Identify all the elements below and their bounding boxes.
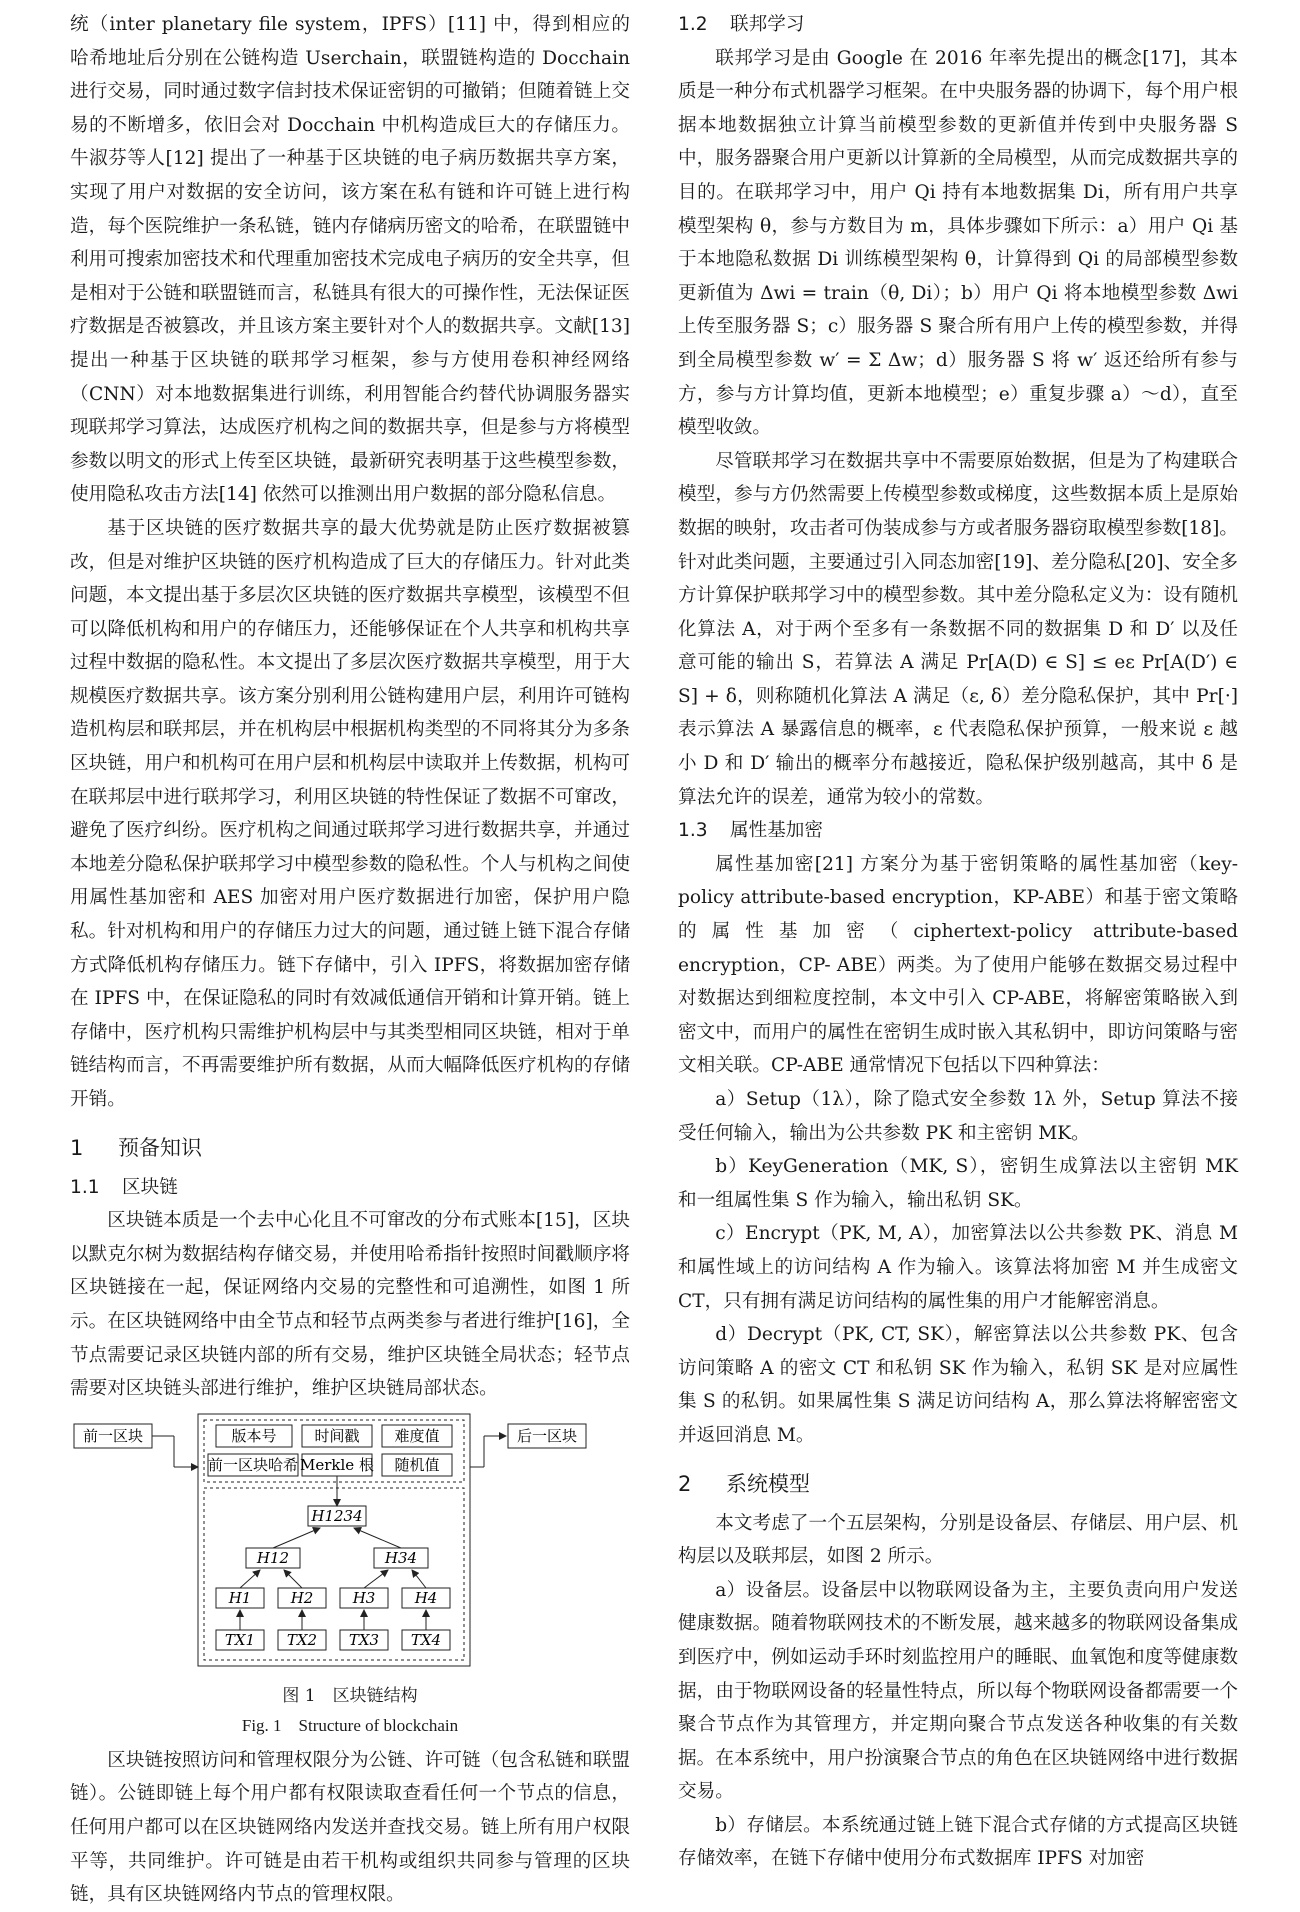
node-h1234: H1234	[311, 1506, 363, 1525]
figure-caption-en: Fig. 1 Structure of blockchain	[241, 1715, 459, 1735]
section-heading	[678, 1467, 1238, 1501]
paragraph: 属性基加密[21] 方案分为基于密钥策略的属性基加密（key-policy attribute-based encryption，KP-ABE）和基于密文策略的属性基加密（ciphertext-policy attribute-based encryption，CP- ABE）两类。为了使用户能够在数据交易过程中对数据达到细粒度控制，本文中引入 CP-ABE，将解密策略嵌入到密文中，而用户的属性在密钥生成时嵌入其私钥中，即访问策略与密文相关联。CP-ABE 通常情况下包括以下四种算法：	[678, 853, 1238, 1077]
tx-4: TX4	[410, 1630, 442, 1649]
algorithm-item: a）Setup（1λ），除了隐式安全参数 1λ 外，Setup 算法不接受任何输入，输出为公共参数 PK 和主密钥 MK。	[678, 1089, 1238, 1144]
section-heading	[70, 1131, 630, 1165]
version-field: 版本号	[231, 1426, 277, 1445]
paragraph: 区块链本质是一个去中心化且不可窜改的分布式账本[15]，区块以默克尔树为数据结构存储交易，并使用哈希指针按照时间戳顺序将区块链接在一起，保证网络内交易的完整性和可追溯性，如图 1 所示。在区块链网络中由全节点和轻节点两类参与者进行维护[16]，全节点需要记录区块链内部的所有交易，维护区块链全局状态；轻节点需要对区块链头部进行维护，维护区块链局部状态。	[70, 1210, 630, 1400]
subsection-title: 属性基加密	[730, 820, 823, 842]
tx-2: TX2	[286, 1630, 318, 1649]
algorithm-item: c）Encrypt（PK, M, A），加密算法以公共参数 PK、消息 M 和属性域上的访问结构 A 作为输入。该算法将加密 M 并生成密文 CT，只有拥有满足访问结构的属性集的用户才能解密消息。	[678, 1223, 1238, 1312]
subsection-title: 区块链	[122, 1176, 178, 1198]
block-outline	[198, 1414, 470, 1666]
next-block-label: 后一区块	[516, 1426, 578, 1445]
paragraph: 联邦学习是由 Google 在 2016 年率先提出的概念[17]，其本质是一种分布式机器学习框架。在中央服务器的协调下，每个用户根据本地数据独立计算当前模型参数的更新值并传到中央服务器 S 中，服务器聚合用户更新以计算新的全局模型，从而完成数据共享的目的。在联邦学习中，用户 Qi 持有本地数据集 Di，所有用户共享模型架构 θ，参与方数目为 m，具体步骤如下所示：a）用户 Qi 基于本地隐私数据 Di 训练模型架构 θ，计算得到 Qi 的局部模型参数更新值为 Δwi = train（θ, Di）；b）用户 Qi 将本地模型参数 Δwi 上传至服务器 S；c）服务器 S 聚合所有用户上传的模型参数，并得到全局模型参数 w′ = Σ Δw；d）服务器 S 将 w′ 返还给所有参与方，参与方计算均值，更新本地模型；e）重复步骤 a）～d），直至模型收敛。	[678, 47, 1238, 439]
section-title: 预备知识	[118, 1135, 202, 1160]
nonce-field: 随机值	[394, 1455, 440, 1474]
section-number: 1	[70, 1135, 84, 1160]
subsection-number: 1.2	[678, 14, 708, 35]
paragraph: 基于区块链的医疗数据共享的最大优势就是防止医疗数据被篡改，但是对维护区块链的医疗机构造成了巨大的存储压力。针对此类问题，本文提出基于多层次区块链的医疗数据共享模型，该模型不但可以降低机构和用户的存储压力，还能够保证在个人共享和机构共享过程中数据的隐私性。本文提出了多层次医疗数据共享模型，用于大规模医疗数据共享。该方案分别利用公链构建用户层，利用许可链构造机构层和联邦层，并在机构层中根据机构类型的不同将其分为多条区块链，用户和机构可在用户层和机构层中读取并上传数据，机构可在联邦层中进行联邦学习，利用区块链的特性保证了数据不可窜改，避免了医疗纠纷。医疗机构之间通过联邦学习进行数据共享，并通过本地差分隐私保护联邦学习中模型参数的隐私性。个人与机构之间使用属性基加密和 AES 加密对用户医疗数据进行加密，保护用户隐私。针对机构和用户的存储压力过大的问题，通过链上链下混合存储方式降低机构存储压力。链下存储中，引入 IPFS，将数据加密存储在 IPFS 中，在保证隐私的同时有效减低通信开销和计算开销。链上存储中，医疗机构只需维护机构层中与其类型相同区块链，相对于单链结构而言，不再需要维护所有数据，从而大幅降低医疗机构的存储开销。	[70, 517, 630, 1110]
difficulty-field: 难度值	[394, 1426, 440, 1445]
node-h1: H1	[228, 1588, 252, 1607]
paragraph: 区块链按照访问和管理权限分为公链、许可链（包含私链和联盟链）。公链即链上每个用户都有权限读取查看任何一个节点的信息，任何用户都可以在区块链网络内发送并查找交易。链上所有用户权限平等，共同维护。许可链是由若干机构或组织共同参与管理的区块链，具有区块链网络内节点的管理权限。	[70, 1749, 630, 1906]
node-h12: H12	[256, 1548, 290, 1567]
paragraph: 本文考虑了一个五层架构，分别是设备层、存储层、用户层、机构层以及联邦层，如图 2 所示。	[678, 1512, 1238, 1568]
paragraph: 尽管联邦学习在数据共享中不需要原始数据，但是为了构建联合模型，参与方仍然需要上传模型参数或梯度，这些数据本质上是原始数据的映射，攻击者可伪装成参与方或者服务器窃取模型参数[18]。针对此类问题，主要通过引入同态加密[19]、差分隐私[20]、安全多方计算保护联邦学习中的模型参数。其中差分隐私定义为：设有随机化算法 A，对于两个至多有一条数据不同的数据集 D 和 D′ 以及任意可能的输出 S，若算法 A 满足 Pr[A(D) ∈ S] ≤ eε Pr[A(D′) ∈ S] + δ，则称随机化算法 A 满足（ε, δ）差分隐私保护，其中 Pr[·] 表示算法 A 暴露信息的概率，ε 代表隐私保护预算，一般来说 ε 越小 D 和 D′ 输出的概率分布越接近，隐私保护级别越高，其中 δ 是算法允许的误差，通常为较小的常数。	[678, 450, 1238, 808]
timestamp-field: 时间戳	[314, 1426, 360, 1445]
node-h3: H3	[352, 1588, 376, 1607]
subsection-title: 联邦学习	[730, 14, 805, 35]
blockchain-diagram	[70, 1412, 630, 1682]
paragraph: a）设备层。设备层中以物联网设备为主，主要负责向用户发送健康数据。随着物联网技术的不断发展，越来越多的物联网设备集成到医疗中，例如运动手环时刻监控用户的睡眠、血氧饱和度等健康数据，由于物联网设备的轻量性特点，所以每个物联网设备都需要一个聚合节点作为其管理方，并定期向聚合节点发送各种收集的有关数据。在本系统中，用户扮演聚合节点的角色在区块链网络中进行数据交易。	[678, 1579, 1238, 1803]
section-title: 系统模型	[726, 1471, 810, 1496]
prev-block-label: 前一区块	[82, 1426, 144, 1445]
paragraph: 统（inter planetary file system，IPFS）[11] 中，得到相应的哈希地址后分别在公链构造 Userchain，联盟链构造的 Docchain 进行交易，同时通过数字信封技术保证密钥的可撤销；但随着链上交易的不断增多，依旧会对 Docchain 中机构造成巨大的存储压力。牛淑芬等人[12] 提出了一种基于区块链的电子病历数据共享方案，实现了用户对数据的安全访问，该方案在私有链和许可链上进行构造，每个医院维护一条私链，链内存储病历密文的哈希，在联盟链中利用可搜索加密技术和代理重加密技术完成电子病历的安全共享，但是相对于公链和联盟链而言，私链具有很大的可操作性，无法保证医疗数据是否被篡改，并且该方案主要针对个人的数据共享。文献[13]提出一种基于区块链的联邦学习框架，参与方使用卷积神经网络（CNN）对本地数据集进行训练，利用智能合约替代协调服务器实现联邦学习算法，达成医疗机构之间的数据共享，但是参与方将模型参数以明文的形式上传至区块链，最新研究表明基于这些模型参数，使用隐私攻击方法[14] 依然可以推测出用户数据的部分隐私信息。	[70, 14, 630, 506]
subsection-heading	[678, 814, 1238, 848]
algorithm-item: b）KeyGeneration（MK, S），密钥生成算法以主密钥 MK 和一组属性集 S 作为输入，输出私钥 SK。	[678, 1156, 1238, 1211]
section-number: 2	[678, 1471, 692, 1496]
figure-blockchain-structure	[70, 1412, 630, 1682]
subsection-number: 1.1	[70, 1176, 100, 1198]
tx-3: TX3	[348, 1630, 380, 1649]
node-h34: H34	[384, 1548, 418, 1567]
algorithm-item: d）Decrypt（PK, CT, SK），解密算法以公共参数 PK、包含访问策略 A 的密文 CT 和私钥 SK 作为输入，私钥 SK 是对应属性集 S 的私钥。如果属性集 S 满足访问结构 A，那么算法将解密密文并返回消息 M。	[678, 1324, 1238, 1446]
paragraph: b）存储层。本系统通过链上链下混合式存储的方式提高区块链存储效率，在链下存储中使用分布式数据库 IPFS 对加密	[678, 1814, 1238, 1870]
subsection-heading	[678, 8, 1238, 42]
subsection-heading	[70, 1171, 630, 1205]
figure-caption-cn: 图 1 区块链结构	[282, 1685, 418, 1706]
prev-hash-field: 前一区块哈希	[207, 1455, 299, 1474]
node-h2: H2	[290, 1588, 314, 1607]
node-h4: H4	[414, 1588, 438, 1607]
right-column	[678, 8, 1238, 1876]
left-column	[70, 8, 630, 1912]
subsection-number: 1.3	[678, 820, 708, 842]
merkle-root-field: Merkle 根	[300, 1455, 374, 1474]
tx-1: TX1	[224, 1630, 256, 1649]
